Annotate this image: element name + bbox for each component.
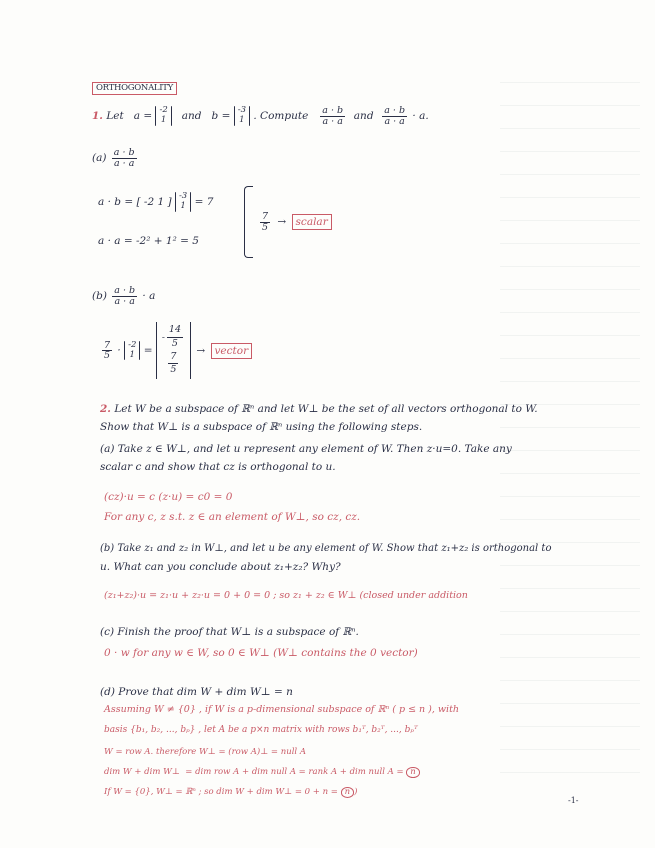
q2a-line-1: (a) Take z ∈ W⊥, and let u represent any element of W. Then z·u=0. Take any: [100, 443, 512, 455]
q2c-answer: 0 · w for any w ∈ W, so 0 ∈ W⊥ (W⊥ contains the 0 vector): [104, 647, 418, 659]
q1-fraction-1: $\frac{a \cdot b}{a \cdot a}$: [322, 105, 344, 127]
part-a-result-fraction: $\frac{7}{5}$: [262, 211, 269, 233]
q2d-answer-4-rhs: = dim row A + dim null A = rank A + dim null A =: [185, 767, 404, 777]
q2d-answer-5-text: If W = {0}, W⊥ = ℝⁿ ; so dim W + dim W⊥ = 0 + n =: [104, 787, 338, 797]
q1-number: 1.: [92, 110, 103, 122]
circled-n-2: n: [341, 787, 354, 798]
q2d-answer-4-lhs: dim W + dim W⊥: [104, 767, 180, 777]
vector-b: -3 1: [234, 106, 250, 126]
part-a-self-dot-line: a · a = -2² + 1² = 5: [98, 235, 199, 247]
q1-compute: . Compute: [253, 110, 309, 122]
part-b-coefficient: $\frac{7}{5}$: [104, 339, 111, 362]
right-arrow-icon: →: [277, 216, 287, 228]
part-b-result-vector: - $\frac{14}{5}$ $\frac{7}{5}$: [156, 322, 191, 379]
q2a-answer-2: For any c, z s.t. z ∈ an element of W⊥, so cz, cz.: [104, 511, 361, 523]
q1-let: Let: [106, 110, 124, 122]
page-number: -1-: [568, 796, 579, 805]
q2d-answer-4: [104, 767, 420, 778]
q2d-answer-5: [104, 787, 357, 798]
part-a-line1-lhs: a · b = [ -2 1 ]: [98, 195, 172, 208]
part-b-fraction: $\frac{a \cdot b}{a \cdot a}$: [114, 285, 136, 307]
q1-fraction-2: $\frac{a \cdot b}{a \cdot a}$: [384, 105, 406, 127]
part-a-fraction: $\frac{a \cdot b}{a \cdot a}$: [113, 147, 135, 169]
vector-a: -2 1: [155, 106, 171, 126]
q1-and: and: [181, 110, 202, 122]
part-b-header: [92, 286, 155, 306]
q1-and-2: and: [353, 110, 374, 122]
circled-n: n: [406, 767, 419, 778]
q2b-line-2: u. What can you conclude about z₁+z₂? Why?: [100, 561, 341, 573]
section-heading: ORTHOGONALITY: [92, 82, 177, 95]
scalar-label: scalar: [292, 214, 332, 230]
q2d-answer-3: W = row A. therefore W⊥ = (row A)⊥ = null A: [104, 747, 306, 757]
part-a-line1-rhs: = 7: [194, 195, 214, 208]
q2d-answer-1: Assuming W ≠ {0} , if W is a p-dimensional subspace of ℝⁿ ( p ≤ n ), with: [104, 704, 460, 715]
q2c-line-1: (c) Finish the proof that W⊥ is a subspace of ℝⁿ.: [100, 626, 359, 638]
q2b-answer: (z₁+z₂)·u = z₁·u + z₂·u = 0 + 0 = 0 ; so z₁ + z₂ ∈ W⊥ (closed under addition: [104, 590, 468, 601]
part-a-dot-product-line: [98, 192, 213, 212]
question-2-line-2: Show that W⊥ is a subspace of ℝⁿ using the following steps.: [100, 421, 423, 433]
right-arrow-icon: →: [196, 344, 206, 357]
q1-a-symbol: a =: [133, 110, 153, 122]
q1-tail: · a.: [412, 110, 429, 122]
part-b-equals: =: [143, 344, 153, 357]
question-1: [92, 106, 429, 126]
part-b-vector-a: -2 1: [124, 341, 140, 361]
q2d-answer-5-end: ): [354, 787, 358, 797]
part-a-result: [258, 212, 332, 232]
q2-statement-1: Let W be a subspace of ℝⁿ and let W⊥ be the set of all vectors orthogonal to W.: [114, 403, 538, 415]
part-b-minus: -: [161, 332, 165, 343]
part-a-brace: [244, 186, 253, 258]
q2a-line-2: scalar c and show that cz is orthogonal to u.: [100, 461, 336, 473]
vector-label: vector: [211, 343, 253, 359]
part-b-tail: · a: [142, 290, 156, 302]
q2a-answer-1: (cz)·u = c (z·u) = c0 = 0: [104, 491, 233, 503]
part-a-label: (a): [92, 152, 107, 164]
q2d-line-1: (d) Prove that dim W + dim W⊥ = n: [100, 686, 293, 698]
q2b-line-1: (b) Take z₁ and z₂ in W⊥, and let u be any element of W. Show that z₁+z₂ is orthogonal to: [100, 543, 552, 554]
part-b-computation: $\frac{7}{5}$ · -2 1 = - $\frac{14}{5}$ $\frac{7}{5}$ → vector: [100, 322, 252, 379]
q2d-answer-2: basis {b₁, b₂, ..., bₚ} , let A be a p×n matrix with rows b₁ᵀ, b₂ᵀ, ..., bₚᵀ: [104, 725, 418, 735]
part-b-label: (b): [92, 290, 107, 302]
q2-number: 2.: [100, 403, 111, 415]
part-a-vector-b: -3 1: [175, 192, 191, 212]
q1-b-symbol: b =: [211, 110, 231, 122]
bleed-through-texture: [500, 60, 640, 780]
question-2-line-1: [100, 404, 538, 415]
part-a-header: [92, 148, 139, 168]
